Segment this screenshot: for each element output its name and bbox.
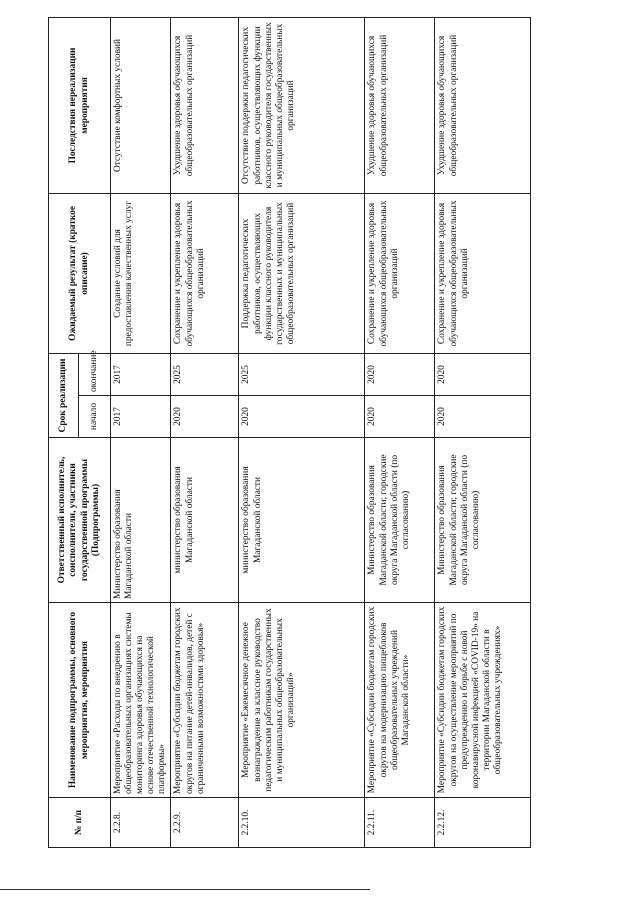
row-responsible: Министерство образования Магаданской области; городские округа Магаданской области (по согласованию) — [365, 438, 435, 603]
row-result: Создание условий для предоставления качественных услуг — [111, 193, 171, 353]
row-num: 2.2.11. — [365, 798, 435, 848]
col-header-consequences: Последствия нереализации мероприятия — [49, 17, 111, 193]
row-start: 2020 — [365, 396, 435, 438]
page-frame — [48, 18, 576, 848]
col-header-end: окончание — [79, 353, 111, 395]
col-header-responsible: Ответственный исполнитель, соисполнители, участники государственной программы (Подпрограммы) — [49, 438, 111, 603]
row-end: 2025 — [239, 353, 365, 395]
row-consequences: Отсутствие поддержки педагогических работников, осуществляющих функции классного руководителя государственных и муниципальных общеобразовательных организаций — [239, 17, 365, 193]
row-end: 2020 — [435, 353, 531, 395]
table-row — [239, 17, 365, 847]
col-header-result: Ожидаемый результат (краткое описание) — [49, 193, 111, 353]
row-num: 2.2.9. — [171, 798, 239, 848]
program-activities-table — [48, 17, 531, 848]
row-num: 2.2.12. — [435, 798, 531, 848]
col-header-start: начало — [79, 396, 111, 438]
row-start: 2020 — [171, 396, 239, 438]
row-responsible: Министерство образования Магаданской области; городские округа Магаданской области (по согласованию) — [435, 438, 531, 603]
row-responsible: министерство образования Магаданской области — [239, 438, 365, 603]
row-name: Мероприятие «Ежемесячное денежное вознаграждение за классное руководство педагогическим работникам государственных и муниципальных общеобразовательных организаций» — [239, 603, 365, 798]
row-end: 2017 — [111, 353, 171, 395]
col-header-name: Наименование подпрограммы, основного мероприятия, мероприятия — [49, 603, 111, 798]
row-start: 2020 — [239, 396, 365, 438]
row-result: Сохранение и укрепление здоровья обучающихся общеобразовательных организаций — [171, 193, 239, 353]
row-num: 2.2.10. — [239, 798, 365, 848]
row-name: Мероприятие «Субсидии бюджетам городских округов на осуществление мероприятий по предупреждению и борьбе с новой коронавирусной инфекцией «COVID-19» на территории Магаданской области в общеобразовательных учреждениях» — [435, 603, 531, 798]
row-end: 2020 — [365, 353, 435, 395]
row-result: Поддержка педагогических работников, осуществляющих функции классного руководителя государственных и муниципальных общеобразовательных организаций — [239, 193, 365, 353]
table-row — [111, 17, 171, 847]
row-start: 2017 — [111, 396, 171, 438]
table-row — [435, 17, 531, 847]
row-num: 2.2.8. — [111, 798, 171, 848]
row-responsible: министерство образования Магаданской области — [171, 438, 239, 603]
row-name: Мероприятие «Субсидии бюджетам городских округов на модернизацию пищеблоков общеобразовательных учреждений Магаданской области» — [365, 603, 435, 798]
row-consequences: Отсутствие комфортных условий — [111, 17, 171, 193]
row-consequences: Ухудшение здоровья обучающихся общеобразовательных организаций — [435, 17, 531, 193]
table-row — [171, 17, 239, 847]
row-consequences: Ухудшение здоровья обучающихся общеобразовательных организаций — [171, 17, 239, 193]
row-name: Мероприятие «Расходы по внедрению в общеобразовательных организациях системы мониторинга здоровья обучающихся на основе отечественной технологической платформы» — [111, 603, 171, 798]
row-result: Сохранение и укрепление здоровья обучающихся общеобразовательных организаций — [365, 193, 435, 353]
col-header-period: Срок реализации — [49, 353, 79, 437]
row-end: 2025 — [171, 353, 239, 395]
rotated-table-container — [48, 18, 576, 848]
row-responsible: Министерство образования Магаданской области — [111, 438, 171, 603]
row-start: 2020 — [435, 396, 531, 438]
row-name: Мероприятие «Субсидии бюджетам городских округов на питание детей-инвалидов, детей с ограниченными возможностями здоровья» — [171, 603, 239, 798]
table-row — [365, 17, 435, 847]
col-header-num: № п/п — [49, 798, 111, 848]
row-consequences: Ухудшение здоровья обучающихся общеобразовательных организаций — [365, 17, 435, 193]
footer-rule — [0, 889, 370, 890]
header-row — [49, 17, 79, 847]
row-result: Сохранение и укрепление здоровья обучающихся общеобразовательных организаций — [435, 193, 531, 353]
